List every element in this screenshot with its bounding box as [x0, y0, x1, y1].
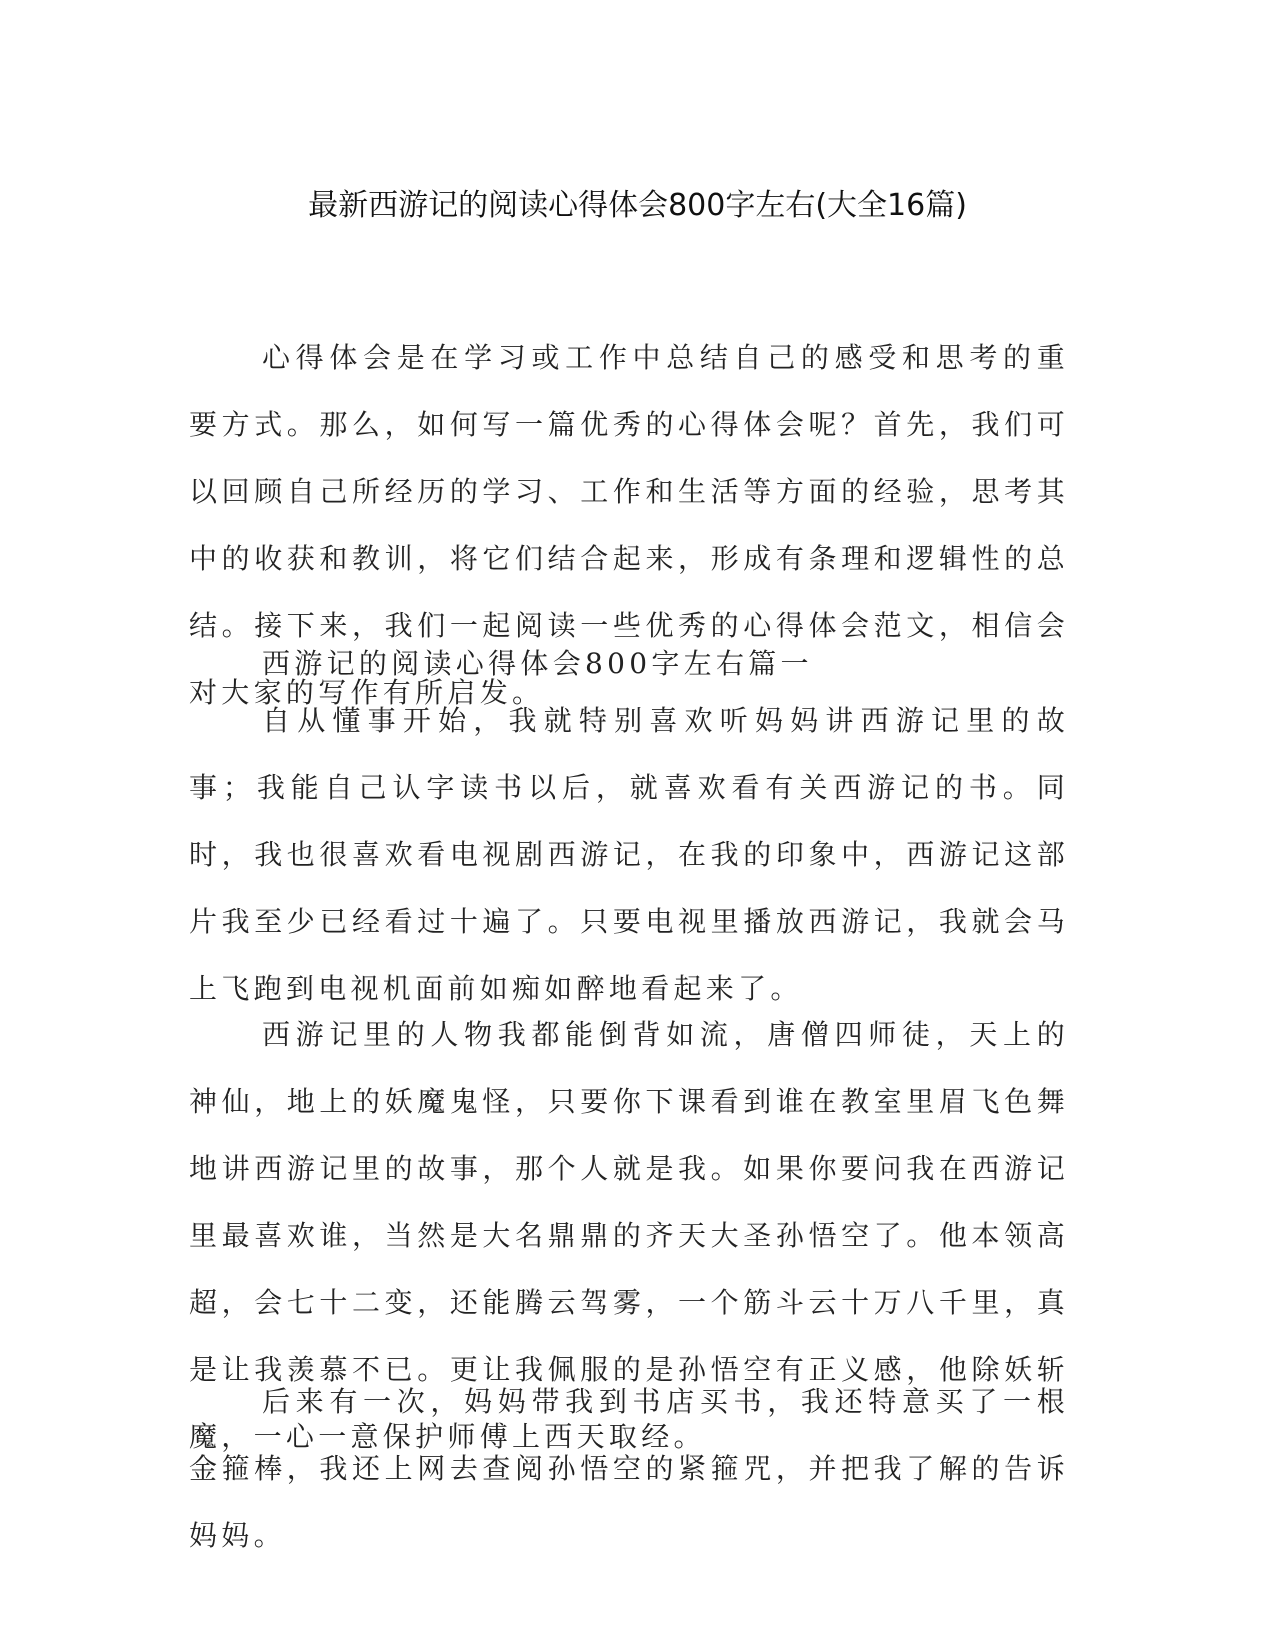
- intro-paragraph: 心得体会是在学习或工作中总结自己的感受和思考的重要方式。那么，如何写一篇优秀的心得体会呢？首先，我们可以回顾自己所经历的学习、工作和生活等方面的经验，思考其中的收获和教训，将它们结合起来，形成有条理和逻辑性的总结。接下来，我们一起阅读一些优秀的心得体会范文，相信会对大家的写作有所启发。: [189, 341, 1069, 709]
- body-paragraph: 自从懂事开始，我就特别喜欢听妈妈讲西游记里的故事；我能自己认字读书以后，就喜欢看有关西游记的书。同时，我也很喜欢看电视剧西游记，在我的印象中，西游记这部片我至少已经看过十遍了。只要电视里播放西游记，我就会马上飞跑到电视机面前如痴如醉地看起来了。: [189, 704, 1069, 1005]
- body-paragraph: 西游记里的人物我都能倒背如流，唐僧四师徒，天上的神仙，地上的妖魔鬼怪，只要你下课看到谁在教室里眉飞色舞地讲西游记里的故事，那个人就是我。如果你要问我在西游记里最喜欢谁，当然是大名鼎鼎的齐天大圣孙悟空了。他本领高超，会七十二变，还能腾云驾雾，一个筋斗云十万八千里，真是让我羡慕不已。更让我佩服的是孙悟空有正义感，他除妖斩魔，一心一意保护师傅上西天取经。: [189, 1018, 1069, 1453]
- section-heading: 西游记的阅读心得体会800字左右篇一: [262, 647, 813, 680]
- document-title: 最新西游记的阅读心得体会800字左右(大全16篇): [308, 188, 967, 223]
- body-paragraph: 后来有一次，妈妈带我到书店买书，我还特意买了一根金箍棒，我还上网去查阅孙悟空的紧箍咒，并把我了解的告诉妈妈。: [189, 1385, 1069, 1552]
